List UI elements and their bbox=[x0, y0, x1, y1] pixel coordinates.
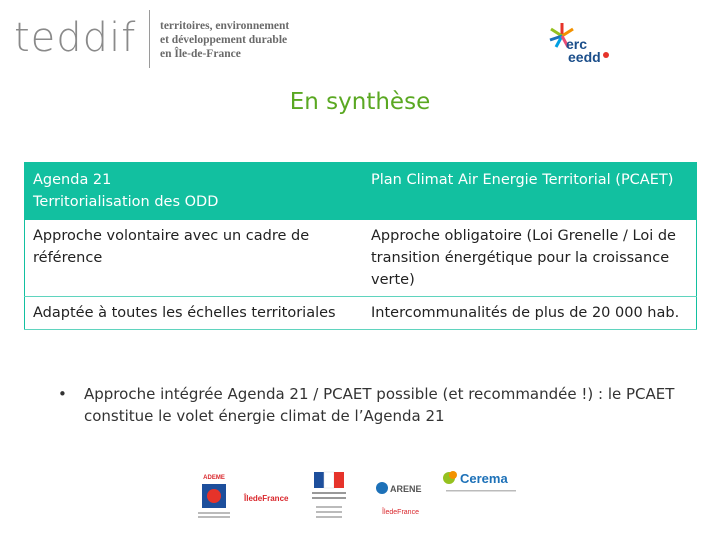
cerema-logo bbox=[440, 466, 520, 496]
table-header-cell-agenda21: Agenda 21 Territorialisation des ODD bbox=[25, 163, 364, 221]
tagline-line-2: et développement durable bbox=[160, 34, 288, 46]
table-cell: Adaptée à toutes les échelles territoriales bbox=[25, 297, 364, 330]
ercedd-logo-text-2: eedd bbox=[568, 49, 601, 65]
svg-text:ARENE: ARENE bbox=[390, 484, 422, 494]
table-header-cell-pcaet: Plan Climat Air Energie Territorial (PCAET) bbox=[363, 163, 697, 221]
arene-logo bbox=[372, 472, 430, 524]
table-cell: Approche obligatoire (Loi Grenelle / Loi de transition énergétique pour la croissance verte) bbox=[363, 220, 697, 297]
tagline-line-1: territoires, environnement bbox=[160, 20, 290, 32]
prefet-logo bbox=[308, 470, 350, 528]
bullet-icon: • bbox=[58, 385, 67, 403]
table-row bbox=[25, 297, 697, 330]
svg-text:ADEME: ADEME bbox=[203, 475, 225, 481]
ademe-logo bbox=[190, 470, 238, 526]
bullet-point bbox=[58, 383, 678, 427]
iledefrance-logo: ÎledeFrance bbox=[244, 494, 289, 503]
table-header-row bbox=[25, 163, 697, 221]
page-title: En synthèse bbox=[289, 89, 431, 115]
header-separator bbox=[149, 10, 150, 68]
teddif-logo: teddif bbox=[14, 15, 137, 61]
tagline-line-3: en Île-de-France bbox=[160, 48, 241, 60]
ercedd-logo-text-1: erc bbox=[566, 36, 588, 52]
bullet-text: Approche intégrée Agenda 21 / PCAET possible (et recommandée !) : le PCAET constitue le volet énergie climat de l’Agenda 21 bbox=[84, 385, 675, 425]
header bbox=[0, 0, 720, 80]
teddif-tagline bbox=[160, 19, 289, 61]
svg-text:Cerema: Cerema bbox=[460, 471, 508, 486]
table-cell: Intercommunalités de plus de 20 000 hab. bbox=[363, 297, 697, 330]
synthesis-table bbox=[24, 162, 697, 330]
ercedd-logo bbox=[540, 10, 630, 70]
table-cell: Approche volontaire avec un cadre de référence bbox=[25, 220, 364, 297]
svg-text:ÎledeFrance: ÎledeFrance bbox=[382, 509, 419, 516]
footer-logos bbox=[190, 466, 520, 530]
table-row bbox=[25, 220, 697, 297]
